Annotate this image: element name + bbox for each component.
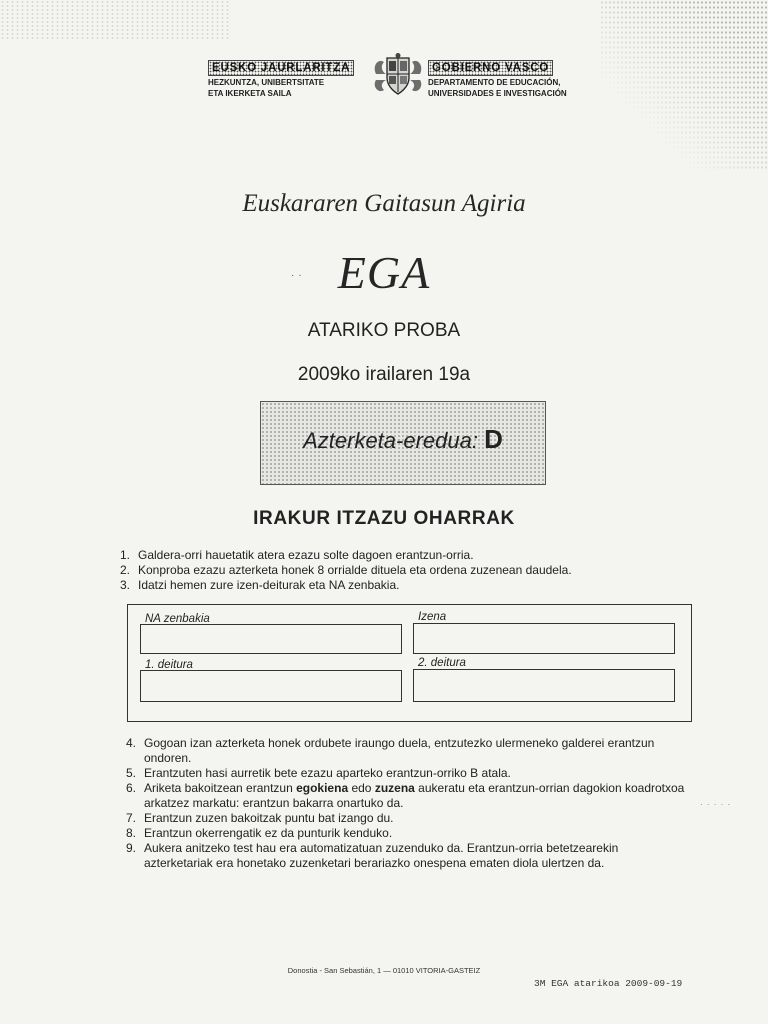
instruction-number: 2. (120, 563, 131, 577)
instruction-text-mid: edo (348, 781, 375, 795)
first-name-label: Izena (418, 611, 447, 623)
scan-marks: · · · · · (700, 800, 732, 809)
header-left-line2: ETA IKERKETA SAILA (208, 89, 292, 98)
header-right-line2: UNIVERSIDADES E INVESTIGACIÓN (428, 89, 567, 98)
exam-model (261, 424, 545, 455)
instruction-number: 5. (126, 766, 137, 780)
government-header (196, 52, 596, 100)
surname2-label: 2. deitura (418, 657, 466, 669)
scan-speckle-top-right (600, 0, 768, 170)
instruction-text: Galdera-orri hauetatik atera ezazu solte dagoen erantzun-orria. (138, 548, 474, 562)
instruction-bold-best: egokiena (296, 781, 349, 795)
instruction-item (126, 826, 686, 841)
instruction-item (120, 578, 640, 593)
instruction-item (126, 781, 686, 811)
instruction-item (126, 841, 686, 871)
surname1-label: 1. deitura (145, 659, 193, 671)
instruction-text: Erantzun zuzen bakoitzak puntu bat izango du. (144, 811, 394, 825)
exam-model-letter: D (484, 424, 503, 454)
footer-document-code: 3M EGA atarikoa 2009-09-19 (534, 978, 683, 989)
na-number-label: NA zenbakia (145, 613, 210, 625)
na-number-field[interactable] (140, 624, 402, 654)
instructions-top-list (120, 548, 640, 593)
header-spanish (428, 58, 598, 98)
scan-speckle-top-left (0, 0, 230, 40)
instruction-text-post: aukeratu eta erantzun-orrian dagokion koadrotxoa arkatzez markatu: erantzun bakarra onartuko da. (144, 781, 685, 810)
header-left-line1: HEZKUNTZA, UNIBERTSITATE (208, 78, 325, 87)
exam-name: ATARIKO PROBA (307, 320, 461, 341)
exam-model-label: Azterketa-eredua: (303, 428, 478, 453)
exam-date: 2009ko irailaren 19a (297, 364, 471, 385)
instruction-number: 7. (126, 811, 137, 825)
document-title: Euskararen Gaitasun Agiria (242, 190, 526, 217)
instruction-item (126, 736, 686, 766)
header-right-title: GOBIERNO VASCO (428, 60, 553, 76)
instruction-number: 9. (126, 841, 137, 855)
instruction-text: Erantzun okerrengatik ez da punturik kenduko. (144, 826, 393, 840)
instruction-text: Gogoan izan azterketa honek ordubete iraungo duela, entzutezko ulermeneko galderei erantzun ondoren. (144, 736, 655, 765)
first-name-field[interactable] (413, 623, 675, 654)
instruction-item (120, 563, 640, 578)
identity-form (127, 604, 692, 722)
decorative-dots: ·· (291, 270, 306, 281)
instruction-item (126, 811, 686, 826)
instruction-item (126, 766, 686, 781)
instruction-text: Aukera anitzeko test hau era automatizatuan zuzenduko da. Erantzun-orria betetzearekin azterketariak era honetako zuzenketari berariazko onespena ematen diola ulertzen da. (144, 841, 619, 870)
header-right-line1: DEPARTAMENTO DE EDUCACIÓN, (428, 78, 561, 87)
instruction-text: Idatzi hemen zure izen-deiturak eta NA zenbakia. (138, 578, 400, 592)
ega-title: EGA (337, 247, 431, 298)
instruction-number: 6. (126, 781, 137, 795)
instruction-bold-correct: zuzena (374, 781, 415, 795)
instruction-text: Konproba ezazu azterketa honek 8 orrialde dituela eta ordena zuzenean daudela. (138, 563, 572, 577)
footer-address: Donostia - San Sebastián, 1 — 01010 VITORIA-GASTEIZ (287, 966, 481, 975)
header-basque (208, 58, 368, 98)
instruction-item (120, 548, 640, 563)
header-left-title: EUSKO JAURLARITZA (208, 60, 354, 76)
surname1-field[interactable] (140, 670, 402, 702)
instructions-bottom-list (126, 736, 686, 871)
instruction-number: 3. (120, 578, 131, 592)
coat-of-arms-icon (370, 52, 426, 98)
instruction-text-pre: Ariketa bakoitzean erantzun (144, 781, 297, 795)
surname2-field[interactable] (413, 669, 675, 702)
instruction-number: 8. (126, 826, 137, 840)
exam-model-box (260, 401, 546, 485)
instruction-number: 4. (126, 736, 137, 750)
instruction-text: Erantzuten hasi aurretik bete ezazu aparteko erantzun-orriko B atala. (144, 766, 511, 780)
notes-heading: IRAKUR ITZAZU OHARRAK (253, 508, 515, 529)
instruction-number: 1. (120, 548, 131, 562)
